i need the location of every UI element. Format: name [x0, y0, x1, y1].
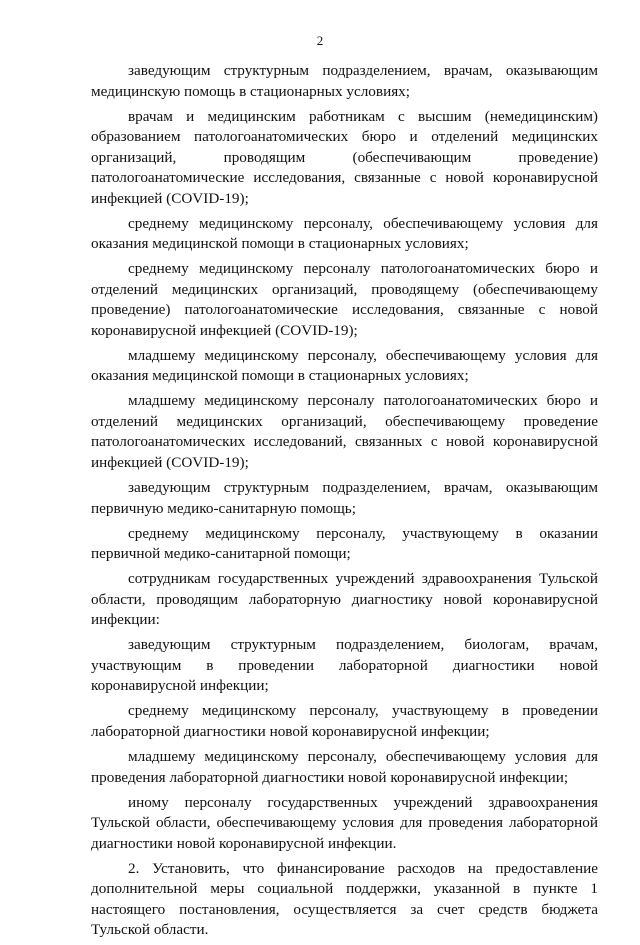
- paragraph: среднему медицинскому персоналу патологоанатомических бюро и отделений медицинских организаций, проводящему (обеспечивающему проведение) патологоанатомические исследования, связанные с новой коронавирусной инфекцией (COVID-19);: [91, 260, 598, 339]
- paragraph: младшему медицинскому персоналу, обеспечивающему условия для проведения лабораторной диагностики новой коронавирусной инфекции;: [91, 748, 598, 786]
- paragraph: врачам и медицинским работникам с высшим (немедицинским) образованием патологоанатомических бюро и отделений медицинских организаций, проводящим (обеспечивающим проведение) патологоанатомические исследования, связанные с новой коронавирусной инфекцией (COVID-19);: [91, 107, 598, 207]
- page-number: 2: [316, 33, 324, 48]
- paragraph: среднему медицинскому персоналу, обеспечивающему условия для оказания медицинской помощи в стационарных условиях;: [91, 214, 598, 253]
- paragraph: 2. Установить, что финансирование расходов на предоставление дополнительной меры социальной поддержки, указанной в пункте 1 настоящего постановления, осуществляется за счет средств бюджета Тульской области.: [91, 859, 598, 939]
- paragraph: среднему медицинскому персоналу, участвующему в проведении лабораторной диагностики новой коронавирусной инфекции;: [91, 702, 598, 740]
- paragraph: сотрудникам государственных учреждений здравоохранения Тульской области, проводящим лабораторную диагностику новой коронавирусной инфекции:: [91, 570, 598, 629]
- paragraph: младшему медицинскому персоналу патологоанатомических бюро и отделений медицинских организаций, обеспечивающему проведение патологоанатомических исследований, связанных с новой коронавирусной инфекцией (COVID-19);: [91, 392, 598, 471]
- paragraph: среднему медицинскому персоналу, участвующему в оказании первичной медико-санитарной помощи;: [91, 524, 598, 563]
- document-body: [91, 61, 598, 945]
- paragraph: заведующим структурным подразделением, биологам, врачам, участвующим в проведении лабораторной диагностики новой коронавирусной инфекции;: [91, 636, 598, 695]
- paragraph: заведующим структурным подразделением, врачам, оказывающим первичную медико-санитарную помощь;: [91, 479, 598, 517]
- paragraph: младшему медицинскому персоналу, обеспечивающему условия для оказания медицинской помощи в стационарных условиях;: [91, 346, 598, 385]
- paragraph: иному персоналу государственных учреждений здравоохранения Тульской области, обеспечивающему условия для проведения лабораторной диагностики новой коронавирусной инфекции.: [91, 793, 598, 852]
- paragraph: заведующим структурным подразделением, врачам, оказывающим медицинскую помощь в стационарных условиях;: [91, 62, 598, 100]
